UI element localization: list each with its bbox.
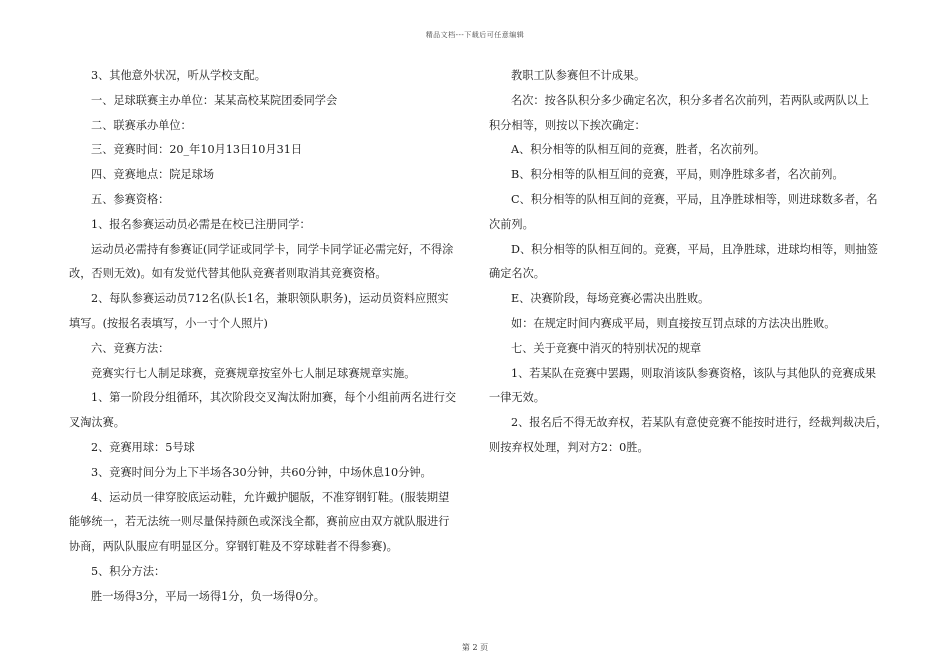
- paragraph-line: 2、竞赛用球：5号球: [91, 440, 195, 454]
- paragraph-line: 三、竞赛时间：20_年10月13日10月31日: [91, 143, 303, 157]
- paragraph-line: 2、每队参赛运动员712名(队长1名，兼职领队职务)，运动员资料应照实: [91, 292, 449, 306]
- paragraph-line: 名次：按各队积分多少确定名次，积分多者名次前列，若两队或两队以上: [511, 93, 870, 107]
- paragraph-line: 五、参赛资格：: [91, 192, 170, 206]
- paragraph-line: 胜一场得3分，平局一场得1分，负一场得0分。: [91, 589, 325, 603]
- paragraph-line: 教职工队参赛但不计成果。: [511, 69, 646, 82]
- paragraph-line: A、积分相等的队相互间的竞赛，胜者，名次前列。: [511, 143, 766, 157]
- paragraph-line: 能够统一，若无法统一则尽量保持颜色或深浅全都，赛前应由双方就队服进行: [69, 515, 450, 529]
- paragraph-line: 1、报名参赛运动员必需是在校已注册同学：: [91, 217, 311, 231]
- paragraph-line: 3、其他意外状况，听从学校支配。: [91, 69, 266, 82]
- right-column: [489, 64, 888, 461]
- paragraph-line: 叉淘汰赛。: [69, 416, 125, 430]
- paragraph-line: 次前列。: [489, 217, 534, 231]
- paragraph-line: 如：在规定时间内赛成平局，则直接按互罚点球的方法决出胜败。: [511, 316, 836, 330]
- paragraph-line: B、积分相等的队相互间的竞赛，平局，则净胜球多者，名次前列。: [511, 168, 844, 182]
- paragraph-line: D、积分相等的队相互间的。竞赛，平局，且净胜球，进球均相等，则抽签: [511, 242, 878, 256]
- paragraph-line: 四、竞赛地点：院足球场: [91, 168, 215, 182]
- paragraph-line: 改，否则无效)。如有发觉代替其他队竞赛者则取消其竞赛资格。: [69, 267, 387, 281]
- paragraph-line: 1、第一阶段分组循环，其次阶段交叉淘汰附加赛，每个小组前两名进行交: [91, 391, 457, 405]
- page-header: 精品文档---下载后可任意编辑: [425, 31, 525, 39]
- paragraph-line: 2、报名后不得无故弃权，若某队有意使竞赛不能按时进行，经裁判裁决后，: [511, 416, 888, 430]
- paragraph-line: 一、足球联赛主办单位：某某高校某院团委同学会: [91, 93, 338, 107]
- paragraph-line: 七、关于竞赛中消灭的特别状况的规章: [511, 341, 702, 355]
- paragraph-line: 竞赛实行七人制足球赛，竞赛规章按室外七人制足球赛规章实施。: [91, 366, 416, 380]
- paragraph-line: 确定名次。: [489, 267, 545, 281]
- paragraph-line: 1、若某队在竞赛中罢踢，则取消该队参赛资格，该队与其他队的竞赛成果: [511, 366, 877, 380]
- paragraph-line: 5、积分方法：: [91, 564, 166, 578]
- paragraph-line: 填写。(按报名表填写，小一寸个人照片): [69, 316, 268, 330]
- paragraph-line: 六、竞赛方法：: [91, 341, 170, 355]
- paragraph-line: E、决赛阶段，每场竞赛必需决出胜败。: [511, 292, 710, 306]
- left-column: [69, 64, 459, 610]
- paragraph-line: 一律无效。: [489, 391, 545, 405]
- paragraph-line: 协商，两队队服应有明显区分。穿钢钉鞋及不穿球鞋者不得参赛)。: [69, 540, 398, 554]
- paragraph-line: 运动员必需持有参赛证(同学证或同学卡，同学卡同学证必需完好，不得涂: [91, 242, 454, 256]
- paragraph-line: 3、竞赛时间分为上下半场各30分钟，共60分钟，中场休息10分钟。: [91, 465, 432, 479]
- page-number: 第 2 页: [461, 643, 489, 652]
- paragraph-line: 4、运动员一律穿胶底运动鞋，允许戴护腿版，不准穿钢钉鞋。(服装期望: [91, 490, 450, 504]
- paragraph-line: 则按弃权处理，判对方2：0胜。: [489, 440, 649, 454]
- paragraph-line: 积分相等，则按以下挨次确定：: [489, 118, 646, 132]
- paragraph-line: 二、联赛承办单位：: [91, 118, 192, 132]
- paragraph-line: C、积分相等的队相互间的竞赛，平局，且净胜球相等，则进球数多者，名: [511, 192, 878, 206]
